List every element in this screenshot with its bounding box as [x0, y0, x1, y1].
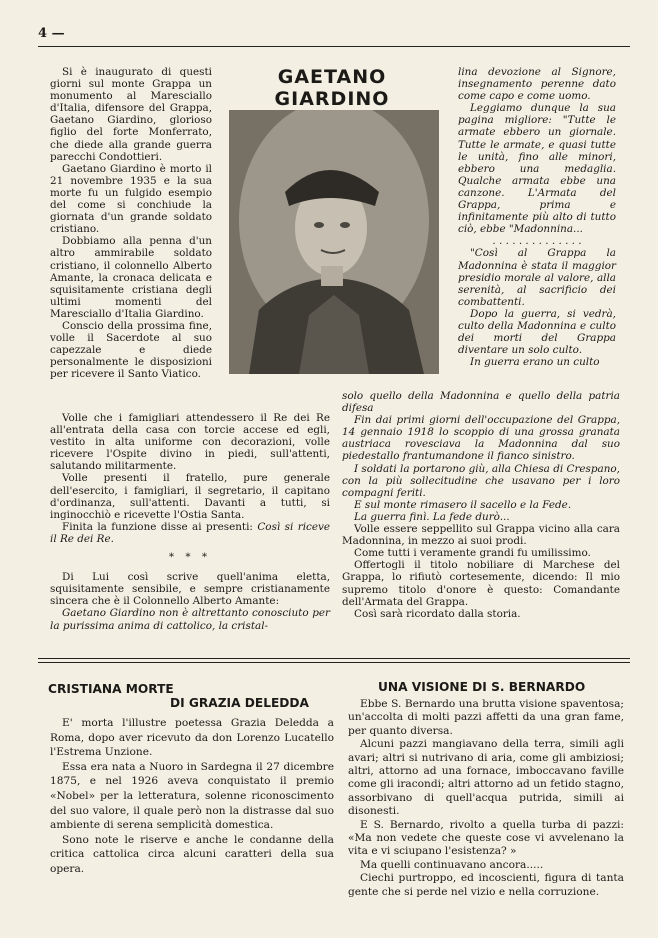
main-left-column: [50, 66, 212, 380]
paragraph: Volle che i famigliari attendessero il Re dei Re all'entrata della casa con torcie accese ed egli, vestito in alta uniforme con decorazioni, volle ricevere l'Ospite divino in piedi, sull'attenti, salutando militarmente.: [50, 412, 330, 473]
section-divider-thin: [38, 662, 630, 663]
article-title-bernardo: UNA VISIONE DI S. BERNARDO: [378, 680, 586, 694]
paragraph: Ciechi purtroppo, ed incoscienti, figura di tanta gente che si perde nel vizio e nella corruzione.: [348, 872, 624, 898]
main-left-wide-column: [50, 412, 330, 632]
paragraph: Dobbiamo alla penna d'un altro ammirabile soldato cristiano, il colonnello Alberto Amante, la cronaca delicata e squisitamente cristiana degli ultimi momenti del Maresciallo d'Italia Giardino.: [50, 235, 212, 320]
bernardo-column: [348, 698, 624, 899]
paragraph: Offertogli il titolo nobiliare di Marchese del Grappa, lo rifiutò cortesemente, dicendo: Il mio supremo titolo d'onore è questo: Comandante dell'Armata del Grappa.: [342, 559, 620, 608]
paragraph: Volle essere seppellito sul Grappa vicino alla cara Madonnina, in mezzo ai suoi prodi.: [342, 523, 620, 548]
paragraph: "Così al Grappa la Madonnina è stata il maggior presidio morale al valore, alla serenità, al sacrificio dei combattenti.: [458, 247, 616, 308]
article-title-deledda-line2: DI GRAZIA DELEDDA: [170, 696, 309, 710]
paragraph: Gaetano Giardino è morto il 21 novembre 1935 e la sua morte fu un fulgido esempio del come si conchiude la giornata d'un grande soldato cristiano.: [50, 162, 212, 236]
paragraph: lina devozione al Signore, insegnamento perenne dato come capo e come uomo.: [458, 66, 616, 103]
section-divider: [38, 658, 630, 659]
paragraph: solo quello della Madonnina e quello della patria difesa: [342, 390, 620, 415]
paragraph: Leggiamo dunque la sua pagina migliore: "Tutte le armate ebbero un giornale. Tutte le armate, e quasi tutte le unità, fino alle minori, ebbero una medaglia. Qualche armata ebbe una canzone. L'Armata del Grappa, prima e infinitamente più alto di tutto ciò, ebbe "Madonnina...: [458, 102, 616, 236]
paragraph: E sul monte rimasero il sacello e la Fede.: [354, 498, 572, 511]
paragraph: Così sarà ricordato dalla storia.: [354, 607, 521, 620]
deledda-column: [50, 716, 334, 877]
main-right-column: [458, 66, 616, 368]
paragraph: Conscio della prossima fine, volle il Sacerdote al suo capezzale e diede personalmente le disposizioni per ricevere il Santo Viatico.: [50, 319, 212, 381]
page-number: 4 —: [38, 26, 65, 41]
paragraph: In guerra erano un culto: [470, 356, 600, 369]
paragraph: Ma quelli continuavano ancora.....: [360, 858, 544, 871]
paragraph: Come tutti i veramente grandi fu umilissimo.: [354, 547, 591, 560]
paragraph: Ebbe S. Bernardo una brutta visione spaventosa; un'accolta di molti pazzi affetti da una gran fame, per quanto diversa.: [348, 698, 624, 737]
finale-quote: Così si riceve il Re dei Re.: [50, 520, 331, 545]
paragraph: La guerra finì. La fede durò...: [354, 510, 510, 523]
finale-text: Finita la funzione disse ai presenti:: [62, 520, 258, 533]
paragraph: Volle presenti il fratello, pure generale dell'esercito, i famigliari, il segretario, il capitano d'ordinanza, sull'attenti. Davanti a tutti, si inginocchiò e ricevette l'Ostia Santa.: [50, 472, 330, 521]
paragraph: Essa era nata a Nuoro in Sardegna il 27 dicembre 1875, e nel 1926 aveva conquistato il premio «Nobel» per la letteratura, solenne riconoscimento del suo valore, il quale però non la distrasse dal suo ambiente di serena semplicità domestica.: [50, 760, 334, 832]
ellipsis-line: . . . . . . . . . . . . . .: [492, 235, 582, 248]
paragraph: Si è inaugurato di questi giorni sul monte Grappa un monumento al Maresciallo d'Italia, difensore del Grappa, Gaetano Giardino, glorioso figlio del forte Monferrato, che diede alla grande guerra parecchi Condottieri.: [50, 66, 212, 163]
article-title-giardino: GAETANO GIARDINO: [274, 66, 390, 110]
paragraph: [50, 521, 330, 545]
section-stars: * * *: [168, 551, 212, 564]
paragraph: Dopo la guerra, si vedrà, culto della Madonnina e culto dei morti del Grappa diventare un solo culto.: [458, 307, 616, 357]
paragraph: Di Lui così scrive quell'anima eletta, squisitamente sensibile, e sempre cristianamente sincera che è il Colonnello Alberto Amante:: [50, 571, 330, 608]
top-rule: [38, 46, 630, 47]
portrait-bust-photo-icon: [229, 110, 439, 374]
paragraph: E' morta l'illustre poetessa Grazia Deledda a Roma, dopo aver ricevuto da don Lorenzo Lucatello l'Estrema Unzione.: [50, 717, 334, 759]
portrait-photo: [229, 110, 439, 374]
main-right-wide-column: [342, 390, 620, 620]
paragraph: Alcuni pazzi mangiavano della terra, simili agli avari; altri si nutrivano di aria, come gli ambiziosi; altri, attorno ad una fornace, imboccavano faville come gli iracondi; altri attorno ad un fetido stagno, assorbivano di quell'acqua putrida, simili ai disonesti.: [348, 738, 624, 818]
paragraph: Sono note le riserve e anche le condanne della critica cattolica circa alcuni caratteri della sua opera.: [50, 833, 334, 875]
article-title-deledda-line1: CRISTIANA MORTE: [48, 682, 174, 696]
paragraph: I soldati la portarono giù, alla Chiesa di Crespano, con la più sollecitudine che usavano per i loro compagni feriti.: [342, 462, 620, 499]
paragraph: E S. Bernardo, rivolto a quella turba di pazzi: «Ma non vedete che queste cose vi avvelenano la vita e vi sciupano l'esistenza? »: [348, 818, 624, 858]
paragraph: Fin dai primi giorni dell'occupazione del Grappa, 14 gennaio 1918 lo scoppio di una grossa granata austriaca rovesciava la Madonnina dal suo piedestallo frantumandone il fianco sinistro.: [342, 414, 620, 463]
paragraph: Gaetano Giardino non è altrettanto conosciuto per la purissima anima di cattolico, la cristal-: [50, 607, 330, 632]
